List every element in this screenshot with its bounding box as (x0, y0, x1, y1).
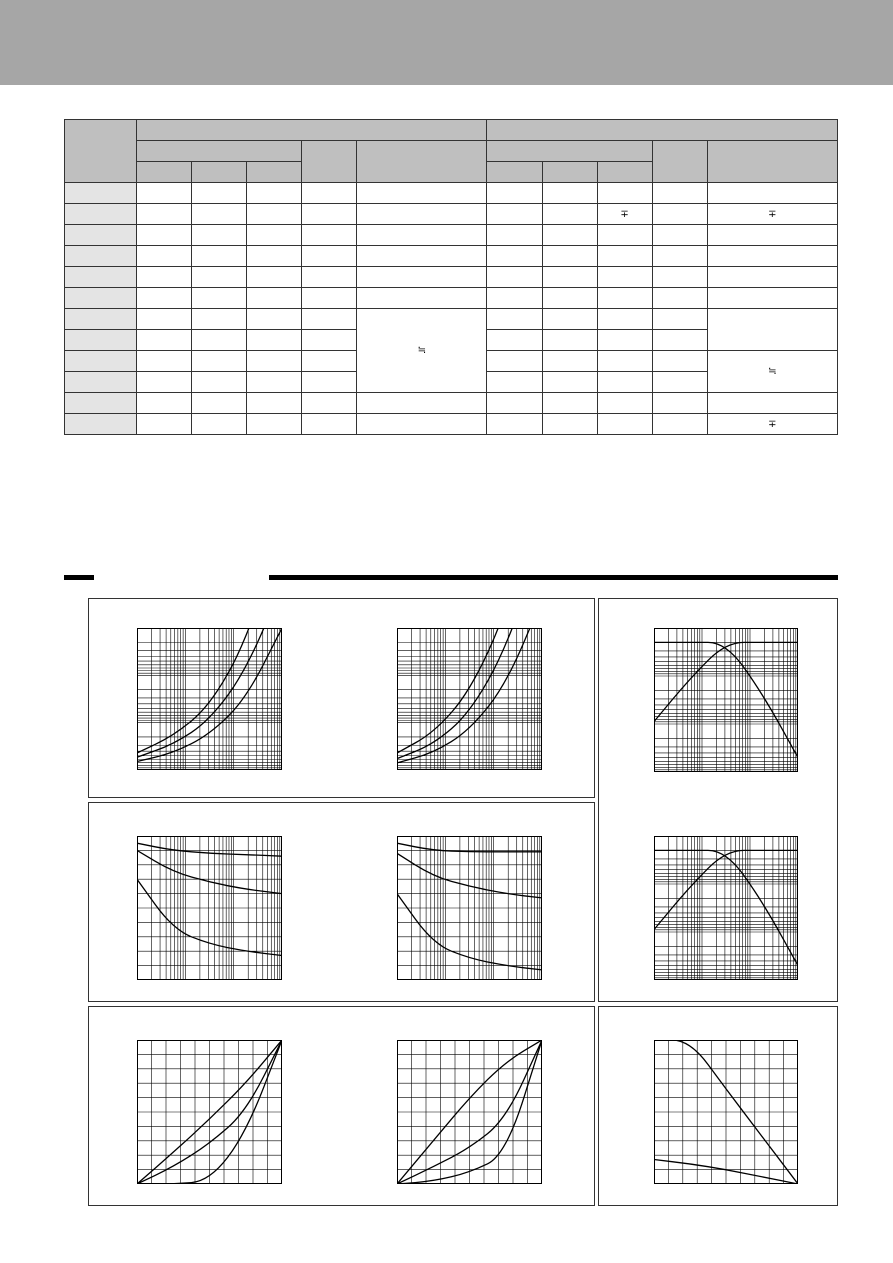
subheader-right-c (707, 141, 837, 183)
row-header (65, 204, 137, 225)
spec-table (64, 119, 838, 435)
col-header (247, 162, 302, 183)
series-curve-2 (654, 850, 798, 965)
subheader-left-a (137, 141, 302, 162)
plot-frame (138, 629, 282, 770)
minus-plus-symbol: ∓ (597, 204, 652, 225)
table-row (65, 225, 838, 246)
graph-middle-left-1 (137, 836, 282, 980)
header-band (0, 0, 893, 85)
graph-bottom-left-2 (397, 1040, 542, 1184)
row-header (65, 267, 137, 288)
row-header (65, 309, 137, 330)
series-curve-2 (397, 628, 542, 759)
table-corner-header (65, 120, 137, 183)
graph-svg (654, 628, 798, 772)
table-row (65, 414, 838, 435)
table-row (65, 246, 838, 267)
section-rule-left (64, 575, 94, 580)
row-header (65, 414, 137, 435)
subheader-left-c (357, 141, 487, 183)
plot-frame (655, 837, 798, 980)
series-curve-1 (397, 628, 542, 763)
group-header-right (487, 120, 838, 141)
minus-plus-symbol: ∓ (707, 204, 837, 225)
group-header-left (137, 120, 487, 141)
graph-right-bottom (654, 1040, 798, 1184)
row-header (65, 330, 137, 351)
series-curve-2 (654, 642, 798, 757)
approx-symbol: ≒ (707, 351, 837, 393)
series-curve-2 (137, 850, 282, 893)
table-row (65, 267, 838, 288)
graph-svg (137, 1040, 282, 1184)
row-header (65, 183, 137, 204)
series-curve-3 (137, 628, 282, 753)
graph-top-left-1 (137, 628, 282, 770)
col-header (192, 162, 247, 183)
row-header (65, 393, 137, 414)
subheader-left-b (302, 141, 357, 183)
table-row (65, 288, 838, 309)
plot-frame (398, 629, 542, 770)
graph-top-left-2 (397, 628, 542, 770)
row-header (65, 351, 137, 372)
graph-svg (654, 836, 798, 980)
graph-right-top (654, 628, 798, 772)
graph-bottom-left-1 (137, 1040, 282, 1184)
graph-right-middle (654, 836, 798, 980)
graph-svg (137, 836, 282, 980)
graph-svg (654, 1040, 798, 1184)
table-row (65, 393, 838, 414)
section-rule-right (269, 575, 838, 580)
row-header (65, 288, 137, 309)
row-header (65, 372, 137, 393)
graph-svg (397, 836, 542, 980)
col-header (542, 162, 597, 183)
col-header (597, 162, 652, 183)
graph-middle-left-2 (397, 836, 542, 980)
series-curve-3 (397, 894, 542, 970)
table-row (65, 204, 838, 225)
col-header (137, 162, 192, 183)
series-curve-1 (137, 843, 282, 856)
minus-plus-symbol: ∓ (707, 414, 837, 435)
row-header (65, 246, 137, 267)
series-curve-1 (137, 628, 282, 762)
series-curve-2 (397, 853, 542, 898)
graph-svg (137, 628, 282, 770)
table-row (65, 183, 838, 204)
subheader-right-a (487, 141, 652, 162)
plot-frame (655, 629, 798, 772)
approx-symbol: ≒ (357, 309, 487, 393)
row-header (65, 225, 137, 246)
series-curve-2 (137, 628, 282, 757)
graph-svg (397, 1040, 542, 1184)
col-header (487, 162, 542, 183)
graph-svg (397, 628, 542, 770)
series-curve-3 (397, 628, 542, 753)
subheader-right-b (652, 141, 707, 183)
table-row (65, 309, 838, 330)
